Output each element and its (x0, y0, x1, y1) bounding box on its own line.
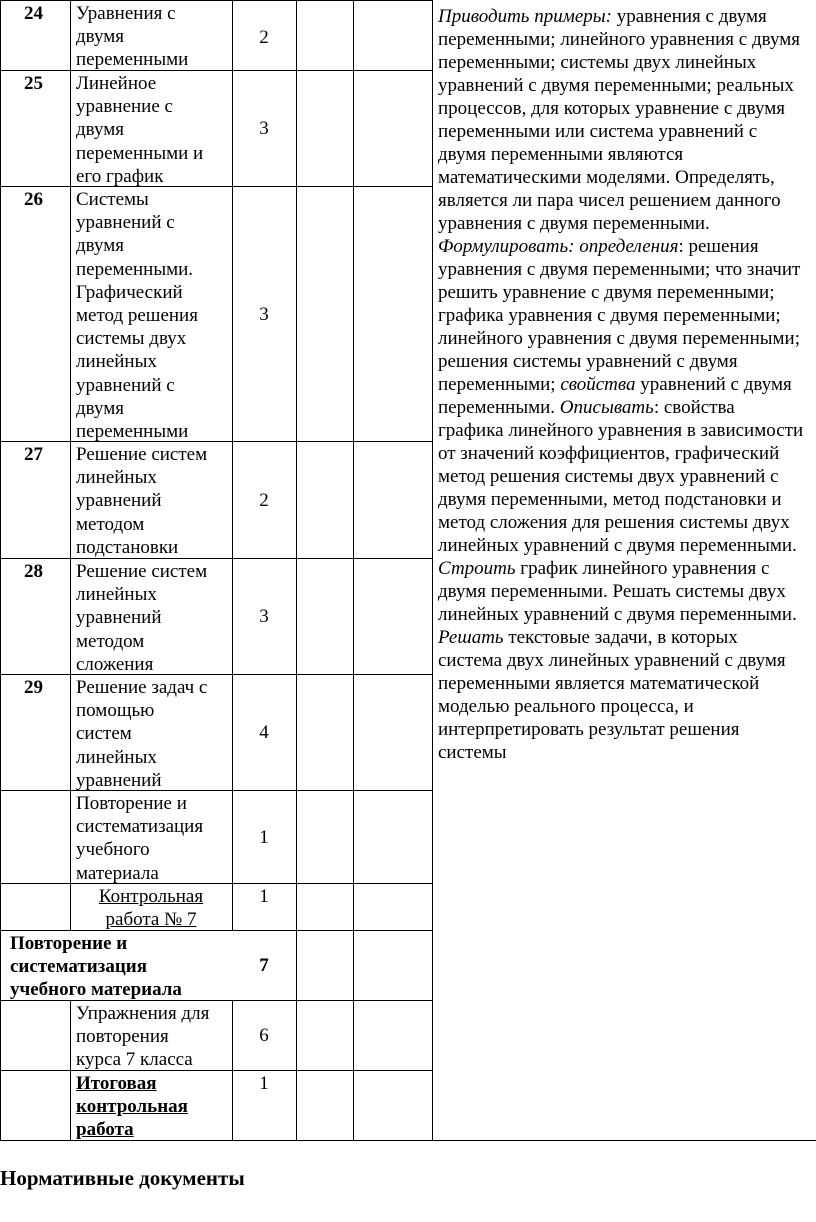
topic-line: Системы (76, 189, 149, 210)
topic-line: уравнений (76, 490, 162, 512)
row-divider (0, 790, 433, 791)
description-line (438, 235, 816, 258)
topic-line: материала (76, 862, 159, 884)
description-text: линейных уравнений с двумя переменными. (438, 535, 797, 556)
row-divider (0, 1140, 433, 1141)
row-number: 28 (24, 561, 43, 582)
description-text: линейных уравнений с двумя переменными. (438, 604, 797, 625)
description-text: переменными; системы двух линейных (438, 52, 757, 73)
topic-line: линейных (76, 351, 157, 373)
section-title-line: учебного материала (10, 979, 182, 1001)
topic-line: двумя (76, 397, 125, 419)
table-border-bottom-right (432, 1140, 816, 1141)
description-text: текстовые задачи, в которых (503, 627, 738, 648)
description-text: является ли пара чисел решением данного (438, 190, 781, 211)
topic-line: методом (76, 630, 145, 652)
description-text: метод сложения для решения системы двух (438, 512, 790, 533)
hours-value: 6 (259, 1025, 269, 1046)
description-line (438, 695, 816, 718)
topic-line: Итоговая (76, 1073, 157, 1094)
description-line (438, 28, 816, 51)
description-line (438, 741, 816, 764)
description-line (438, 281, 816, 304)
topic-line: системы двух (76, 328, 187, 350)
hours-value: 3 (259, 606, 269, 627)
topic-line: подстановки (76, 536, 179, 558)
topic-line: переменными. (76, 258, 194, 280)
description-text: двумя переменными. Решать системы двух (438, 581, 786, 602)
description-text: моделью реального процесса, и (438, 696, 694, 717)
description-line (438, 5, 816, 28)
description-line (438, 189, 816, 212)
description-line (438, 327, 816, 350)
row-divider (0, 558, 433, 559)
description-text: переменными; линейного уравнения с двумя (438, 29, 800, 50)
hours-value: 3 (259, 303, 269, 325)
col-divider-4 (353, 0, 354, 1140)
description-emphasis: Строить (438, 558, 516, 579)
hours-value: 4 (259, 722, 269, 743)
table-border-left (0, 0, 1, 1140)
topic-line: двумя (76, 119, 125, 141)
description-line (438, 534, 816, 557)
hours-value: 1 (259, 1073, 269, 1094)
section-title-line: систематизация (10, 956, 147, 978)
hours-value: 2 (259, 489, 269, 511)
section-hours: 7 (259, 955, 269, 976)
topic-line: Уравнения с (76, 3, 176, 24)
description-text: переменными является математической (438, 673, 760, 694)
description-text: система двух линейных уравнений с двумя (438, 650, 786, 671)
topic-line: уравнений (76, 607, 162, 629)
description-text: двумя переменными, метод подстановки и (438, 489, 782, 510)
topic-line: двумя (76, 26, 125, 48)
topic-line: помощью (76, 700, 155, 722)
description-text: решения системы уравнений с двумя (438, 351, 738, 372)
description-text: графика линейного уравнения в зависимости (438, 420, 804, 441)
description-text: системы (438, 742, 507, 763)
row-divider (0, 186, 433, 187)
topic-line: Повторение и (76, 793, 187, 814)
description-text: уравнений с двумя переменными; реальных (438, 75, 794, 96)
topic-line: уравнений (76, 769, 162, 791)
description-line (438, 166, 816, 189)
row-number: 24 (24, 3, 43, 24)
hours-value: 3 (259, 118, 269, 139)
row-divider (0, 883, 433, 884)
description-line (438, 350, 816, 373)
topic-line: Решение систем (76, 444, 208, 465)
col-divider-5 (432, 0, 433, 1140)
topic-line: двумя (76, 235, 125, 257)
topic-line: учебного (76, 839, 150, 861)
topic-line: Решение систем (76, 561, 208, 582)
topic-line: Линейное (76, 73, 157, 94)
description-emphasis: Описывать (559, 397, 654, 418)
description-line (438, 419, 816, 442)
row-number: 27 (24, 444, 43, 465)
activity-description (438, 5, 816, 764)
description-emphasis: Решать (438, 627, 504, 648)
description-line (438, 511, 816, 534)
description-line (438, 212, 816, 235)
description-emphasis: Формулировать: определения (438, 236, 679, 257)
description-text: : решения (678, 236, 759, 257)
row-divider (0, 674, 433, 675)
description-line (438, 672, 816, 695)
section-title-line: Повторение и (10, 933, 128, 954)
row-divider (0, 1070, 433, 1071)
description-line (438, 442, 816, 465)
topic-line: переменными (76, 49, 189, 71)
col-divider-1b (70, 1000, 71, 1140)
description-line (438, 51, 816, 74)
description-line (438, 143, 816, 166)
description-emphasis: свойства (560, 374, 636, 395)
description-text: переменными. (438, 397, 560, 418)
topic-line: уравнений с (76, 212, 175, 234)
row-divider (0, 0, 433, 1)
col-divider-1 (70, 0, 71, 930)
topic-line: курса 7 класса (76, 1049, 193, 1071)
description-emphasis: Приводить примеры: (438, 6, 612, 27)
topic-line: Решение задач с (76, 677, 208, 698)
topic-line: систематизация (76, 816, 204, 838)
topic-line: Графический (76, 281, 183, 303)
description-text: метод решения системы двух уравнений с (438, 466, 779, 487)
description-text: решить уравнение с двумя переменными; (438, 282, 775, 303)
description-text: процессов, для которых уравнение с двумя (438, 98, 786, 119)
description-text: от значений коэффициентов, графический (438, 443, 780, 464)
topic-line: переменными и (76, 142, 204, 164)
row-divider (0, 70, 433, 71)
section-heading: Нормативные документы (0, 1166, 245, 1190)
description-text: график линейного уравнения с (515, 558, 770, 579)
topic-line: уравнение с (76, 96, 173, 118)
description-text: : свойства (653, 397, 735, 418)
description-text: уравнений с двумя (635, 374, 792, 395)
description-line (438, 488, 816, 511)
description-line (438, 580, 816, 603)
hours-value: 2 (259, 27, 269, 48)
description-text: графика уравнения с двумя переменными; (438, 305, 781, 326)
topic-line: уравнений с (76, 374, 175, 396)
description-text: интерпретировать результат решения (438, 719, 740, 740)
topic-line: Упражнения для (76, 1003, 210, 1024)
row-number: 29 (24, 677, 43, 698)
topic-line: работа (76, 1119, 134, 1141)
description-line (438, 626, 816, 649)
description-text: математическими моделями. Определять, (438, 167, 775, 188)
description-text: уравнения с двумя (611, 6, 767, 27)
row-number: 26 (24, 189, 43, 210)
topic-line: систем (76, 723, 132, 745)
topic-line: работа № 7 (105, 909, 197, 931)
topic-line: методом (76, 513, 145, 535)
description-text: уравнения с двумя переменными; что значит (438, 259, 801, 280)
description-line (438, 97, 816, 120)
description-line (438, 258, 816, 281)
topic-line: Контрольная (98, 886, 204, 907)
description-line (438, 649, 816, 672)
col-divider-3 (296, 0, 297, 1140)
description-text: двумя переменными являются (438, 144, 684, 165)
description-text: переменными или система уравнений с (438, 121, 758, 142)
topic-line: линейных (76, 746, 157, 768)
topic-line: повторения (76, 1026, 169, 1048)
description-line (438, 396, 816, 419)
topic-line: линейных (76, 467, 157, 489)
topic-line: линейных (76, 584, 157, 606)
description-line (438, 304, 816, 327)
description-line (438, 74, 816, 97)
hours-value: 1 (259, 826, 269, 848)
description-line (438, 373, 816, 396)
description-line (438, 557, 816, 580)
description-text: линейного уравнения с двумя переменными; (438, 328, 800, 349)
description-text: уравнения с двумя переменными. (438, 213, 710, 234)
hours-value: 1 (259, 886, 269, 907)
col-divider-2b (232, 1000, 233, 1140)
row-number: 25 (24, 73, 43, 94)
topic-line: сложения (76, 653, 154, 675)
topic-line: переменными (76, 421, 189, 442)
description-line (438, 120, 816, 143)
topic-line: его график (76, 165, 164, 187)
topic-line: контрольная (76, 1096, 188, 1118)
description-line (438, 465, 816, 488)
description-text: переменными; (438, 374, 561, 395)
row-divider (0, 441, 433, 442)
description-line (438, 718, 816, 741)
description-line (438, 603, 816, 626)
topic-line: метод решения (76, 305, 198, 326)
